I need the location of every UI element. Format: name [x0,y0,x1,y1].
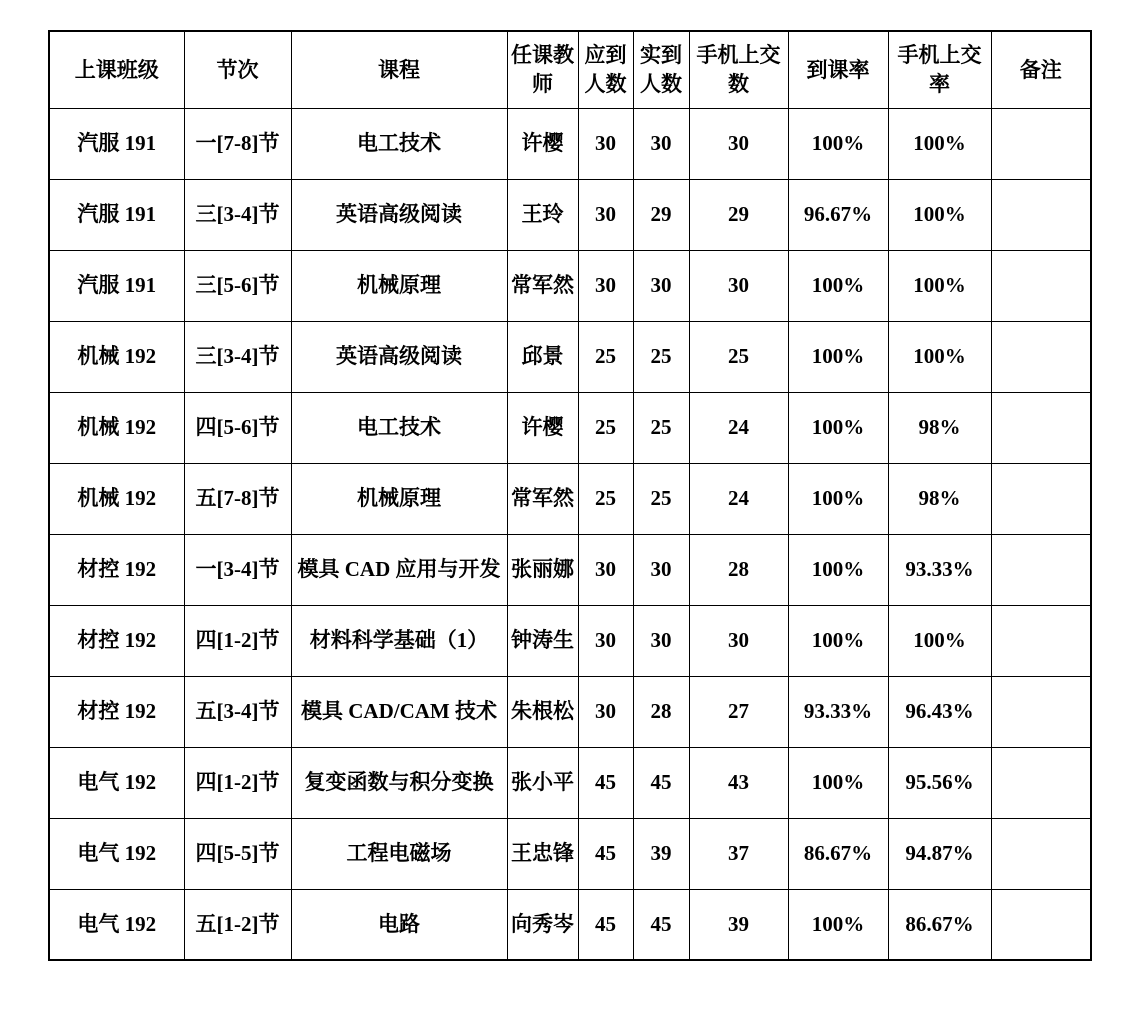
cell-attendance-rate: 96.67% [788,179,888,250]
table-row [49,321,1091,392]
cell-actual: 45 [633,747,689,818]
cell-class: 材控 192 [49,605,184,676]
cell-phones-submitted: 39 [689,889,788,960]
cell-course: 复变函数与积分变换 [291,747,507,818]
cell-class: 汽服 191 [49,250,184,321]
cell-class: 汽服 191 [49,179,184,250]
table-row [49,818,1091,889]
cell-submission-rate: 100% [888,250,991,321]
cell-submission-rate: 100% [888,108,991,179]
cell-expected: 30 [578,676,633,747]
cell-expected: 45 [578,818,633,889]
cell-attendance-rate: 100% [788,534,888,605]
cell-phones-submitted: 28 [689,534,788,605]
cell-remark [991,676,1091,747]
cell-submission-rate: 93.33% [888,534,991,605]
cell-course: 电工技术 [291,392,507,463]
cell-period: 四[5-5]节 [184,818,291,889]
table-row [49,108,1091,179]
cell-submission-rate: 94.87% [888,818,991,889]
cell-course: 模具 CAD/CAM 技术 [291,676,507,747]
cell-remark [991,818,1091,889]
cell-course: 电路 [291,889,507,960]
cell-course: 机械原理 [291,250,507,321]
cell-teacher: 常军然 [507,250,578,321]
cell-actual: 25 [633,321,689,392]
table-row [49,179,1091,250]
cell-course: 电工技术 [291,108,507,179]
cell-course: 工程电磁场 [291,818,507,889]
cell-phones-submitted: 30 [689,250,788,321]
cell-actual: 25 [633,463,689,534]
cell-attendance-rate: 100% [788,250,888,321]
cell-period: 一[3-4]节 [184,534,291,605]
header-period: 节次 [184,31,291,108]
cell-phones-submitted: 24 [689,463,788,534]
cell-attendance-rate: 100% [788,392,888,463]
cell-phones-submitted: 30 [689,605,788,676]
cell-remark [991,463,1091,534]
header-course: 课程 [291,31,507,108]
cell-actual: 30 [633,250,689,321]
cell-remark [991,889,1091,960]
table-row [49,605,1091,676]
cell-class: 电气 192 [49,889,184,960]
cell-teacher: 邱景 [507,321,578,392]
cell-attendance-rate: 100% [788,321,888,392]
cell-submission-rate: 100% [888,179,991,250]
cell-remark [991,605,1091,676]
cell-submission-rate: 98% [888,463,991,534]
cell-teacher: 向秀岑 [507,889,578,960]
cell-submission-rate: 100% [888,321,991,392]
cell-period: 三[3-4]节 [184,321,291,392]
cell-submission-rate: 100% [888,605,991,676]
table-row [49,392,1091,463]
table-row [49,463,1091,534]
header-class: 上课班级 [49,31,184,108]
cell-period: 五[1-2]节 [184,889,291,960]
cell-teacher: 王忠锋 [507,818,578,889]
attendance-table [48,30,1092,961]
cell-remark [991,250,1091,321]
cell-teacher: 朱根松 [507,676,578,747]
cell-expected: 25 [578,392,633,463]
cell-period: 四[5-6]节 [184,392,291,463]
cell-class: 电气 192 [49,747,184,818]
cell-class: 机械 192 [49,392,184,463]
cell-class: 材控 192 [49,534,184,605]
header-teacher: 任课教师 [507,31,578,108]
cell-remark [991,534,1091,605]
cell-phones-submitted: 37 [689,818,788,889]
header-phones-submitted: 手机上交数 [689,31,788,108]
table-header [49,31,1091,108]
cell-attendance-rate: 100% [788,463,888,534]
cell-period: 四[1-2]节 [184,747,291,818]
table-row [49,747,1091,818]
table-body [49,108,1091,960]
cell-actual: 30 [633,605,689,676]
table-row [49,676,1091,747]
cell-phones-submitted: 25 [689,321,788,392]
cell-class: 汽服 191 [49,108,184,179]
cell-teacher: 许樱 [507,392,578,463]
cell-teacher: 常军然 [507,463,578,534]
table-row [49,889,1091,960]
cell-course: 模具 CAD 应用与开发 [291,534,507,605]
table-row [49,534,1091,605]
table-row [49,250,1091,321]
header-remark: 备注 [991,31,1091,108]
cell-class: 机械 192 [49,463,184,534]
cell-period: 一[7-8]节 [184,108,291,179]
cell-period: 三[5-6]节 [184,250,291,321]
cell-expected: 30 [578,108,633,179]
cell-submission-rate: 86.67% [888,889,991,960]
cell-course: 英语高级阅读 [291,321,507,392]
cell-class: 材控 192 [49,676,184,747]
cell-phones-submitted: 24 [689,392,788,463]
cell-period: 四[1-2]节 [184,605,291,676]
cell-actual: 39 [633,818,689,889]
cell-expected: 30 [578,179,633,250]
cell-submission-rate: 98% [888,392,991,463]
cell-remark [991,392,1091,463]
cell-phones-submitted: 29 [689,179,788,250]
header-actual: 实到人数 [633,31,689,108]
cell-remark [991,179,1091,250]
cell-expected: 45 [578,889,633,960]
cell-actual: 29 [633,179,689,250]
cell-attendance-rate: 93.33% [788,676,888,747]
cell-expected: 30 [578,534,633,605]
header-row [49,31,1091,108]
cell-class: 机械 192 [49,321,184,392]
cell-teacher: 张丽娜 [507,534,578,605]
cell-attendance-rate: 100% [788,108,888,179]
cell-attendance-rate: 100% [788,889,888,960]
cell-actual: 28 [633,676,689,747]
cell-actual: 30 [633,108,689,179]
cell-attendance-rate: 100% [788,747,888,818]
cell-expected: 30 [578,250,633,321]
cell-expected: 30 [578,605,633,676]
cell-submission-rate: 95.56% [888,747,991,818]
header-submission-rate: 手机上交率 [888,31,991,108]
cell-remark [991,321,1091,392]
cell-expected: 25 [578,463,633,534]
cell-attendance-rate: 100% [788,605,888,676]
header-attendance-rate: 到课率 [788,31,888,108]
header-expected: 应到人数 [578,31,633,108]
cell-phones-submitted: 27 [689,676,788,747]
cell-course: 英语高级阅读 [291,179,507,250]
cell-actual: 30 [633,534,689,605]
cell-teacher: 钟涛生 [507,605,578,676]
cell-phones-submitted: 30 [689,108,788,179]
cell-expected: 45 [578,747,633,818]
cell-actual: 25 [633,392,689,463]
cell-teacher: 张小平 [507,747,578,818]
cell-phones-submitted: 43 [689,747,788,818]
cell-expected: 25 [578,321,633,392]
cell-submission-rate: 96.43% [888,676,991,747]
cell-actual: 45 [633,889,689,960]
cell-remark [991,747,1091,818]
cell-teacher: 许樱 [507,108,578,179]
cell-period: 五[7-8]节 [184,463,291,534]
cell-course: 机械原理 [291,463,507,534]
cell-period: 五[3-4]节 [184,676,291,747]
cell-course: 材料科学基础（1） [291,605,507,676]
cell-attendance-rate: 86.67% [788,818,888,889]
cell-period: 三[3-4]节 [184,179,291,250]
cell-teacher: 王玲 [507,179,578,250]
cell-remark [991,108,1091,179]
cell-class: 电气 192 [49,818,184,889]
